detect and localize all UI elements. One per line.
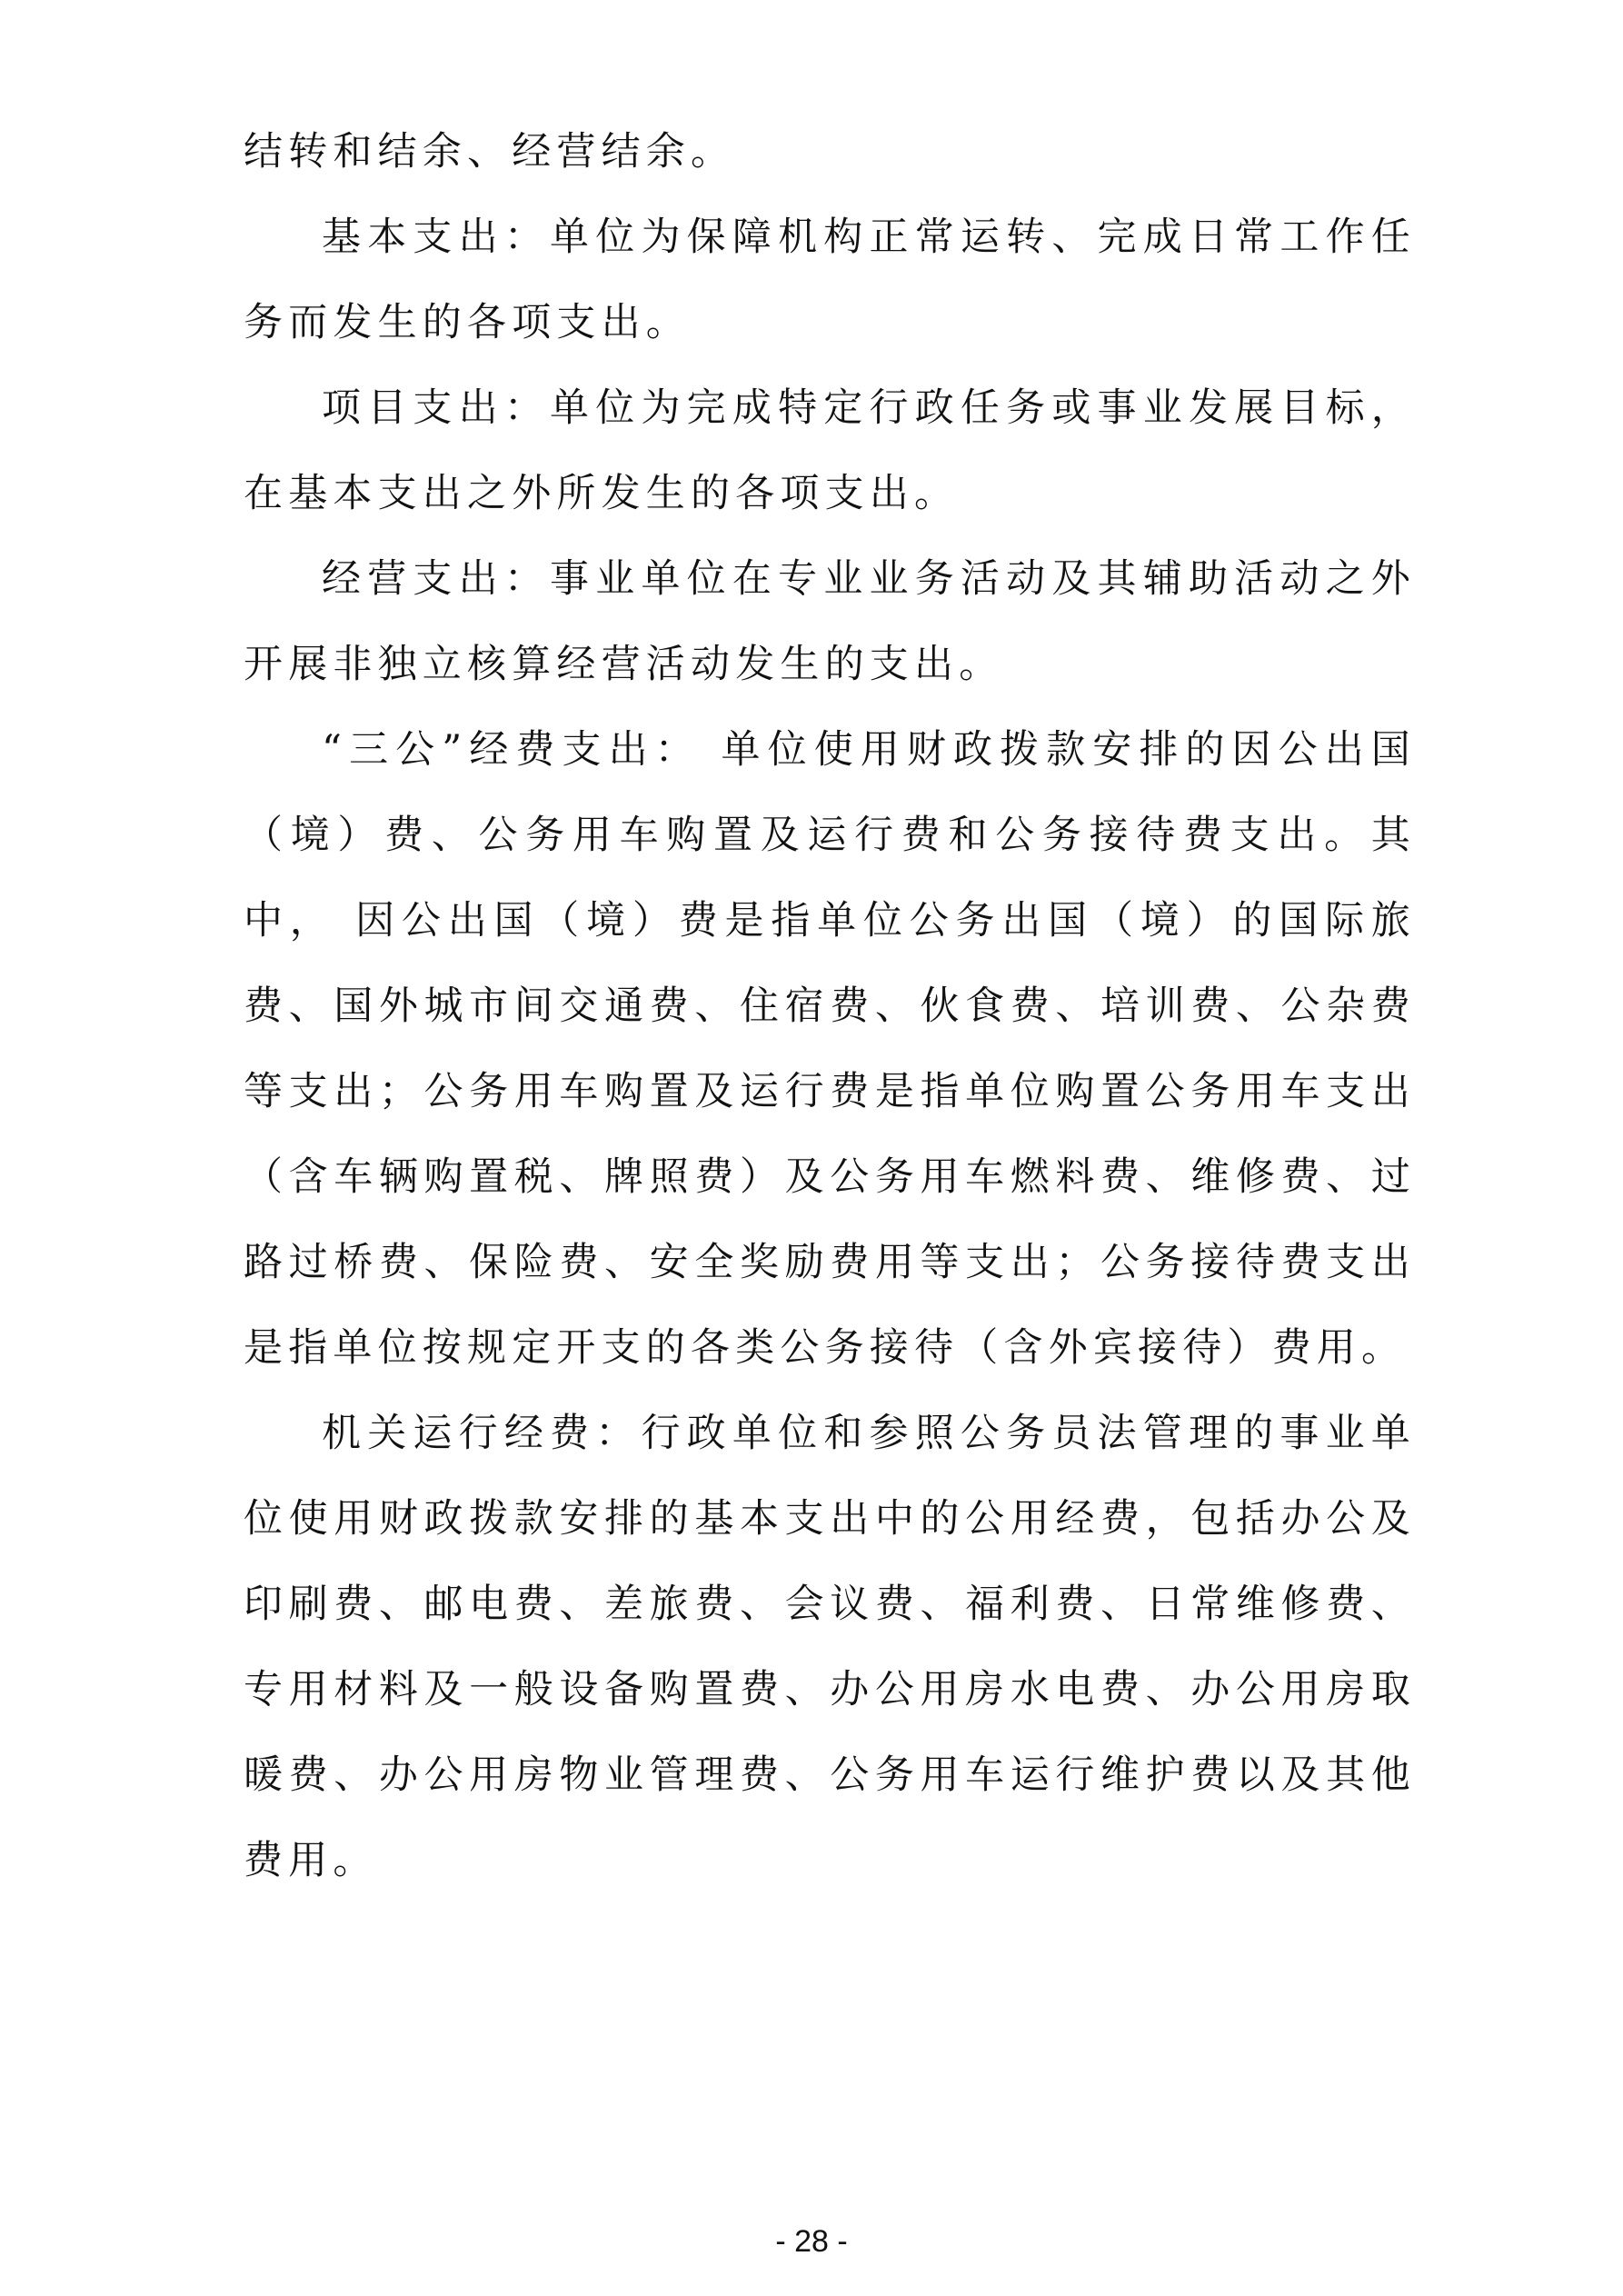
paragraph-three-public-expenditure: “三公”经费支出： 单位使用财政拨款安排的因公出国（境）费、公务用车购置及运行费和公务接待费支出。其中， 因公出国（境）费是指单位公务出国（境）的国际旅费、国外城市间交通费、住宿费、伙食费、培训费、公杂费等支出；公务用车购置及运行费是指单位购置公务用车支出（含车辆购置税、牌照费）及公务用车燃料费、维修费、过路过桥费、保险费、安全奖励费用等支出；公务接待费支出是指单位按规定开支的各类公务接待（含外宾接待）费用。 — [244, 727, 1416, 1371]
paragraph-carryover: 结转和结余、经营结余。 — [244, 129, 736, 175]
page-number: - 28 - — [775, 2224, 848, 2259]
paragraph-basic-expenditure: 基本支出：单位为保障机构正常运转、完成日常工作任务而发生的各项支出。 — [244, 215, 1416, 345]
paragraph-operating-expenditure: 经营支出：事业单位在专业业务活动及其辅助活动之外开展非独立核算经营活动发生的支出。 — [244, 556, 1416, 687]
paragraph-agency-operating-funds: 机关运行经费：行政单位和参照公务员法管理的事业单位使用财政拨款安排的基本支出中的公用经费，包括办公及印刷费、邮电费、差旅费、会议费、福利费、日常维修费、专用材料及一般设备购置费、办公用房水电费、办公用房取暖费、办公用房物业管理费、公务用车运行维护费以及其他费用。 — [244, 1411, 1416, 1883]
paragraph-project-expenditure: 项目支出：单位为完成特定行政任务或事业发展目标，在基本支出之外所发生的各项支出。 — [244, 385, 1416, 516]
document-body — [244, 109, 1416, 1903]
